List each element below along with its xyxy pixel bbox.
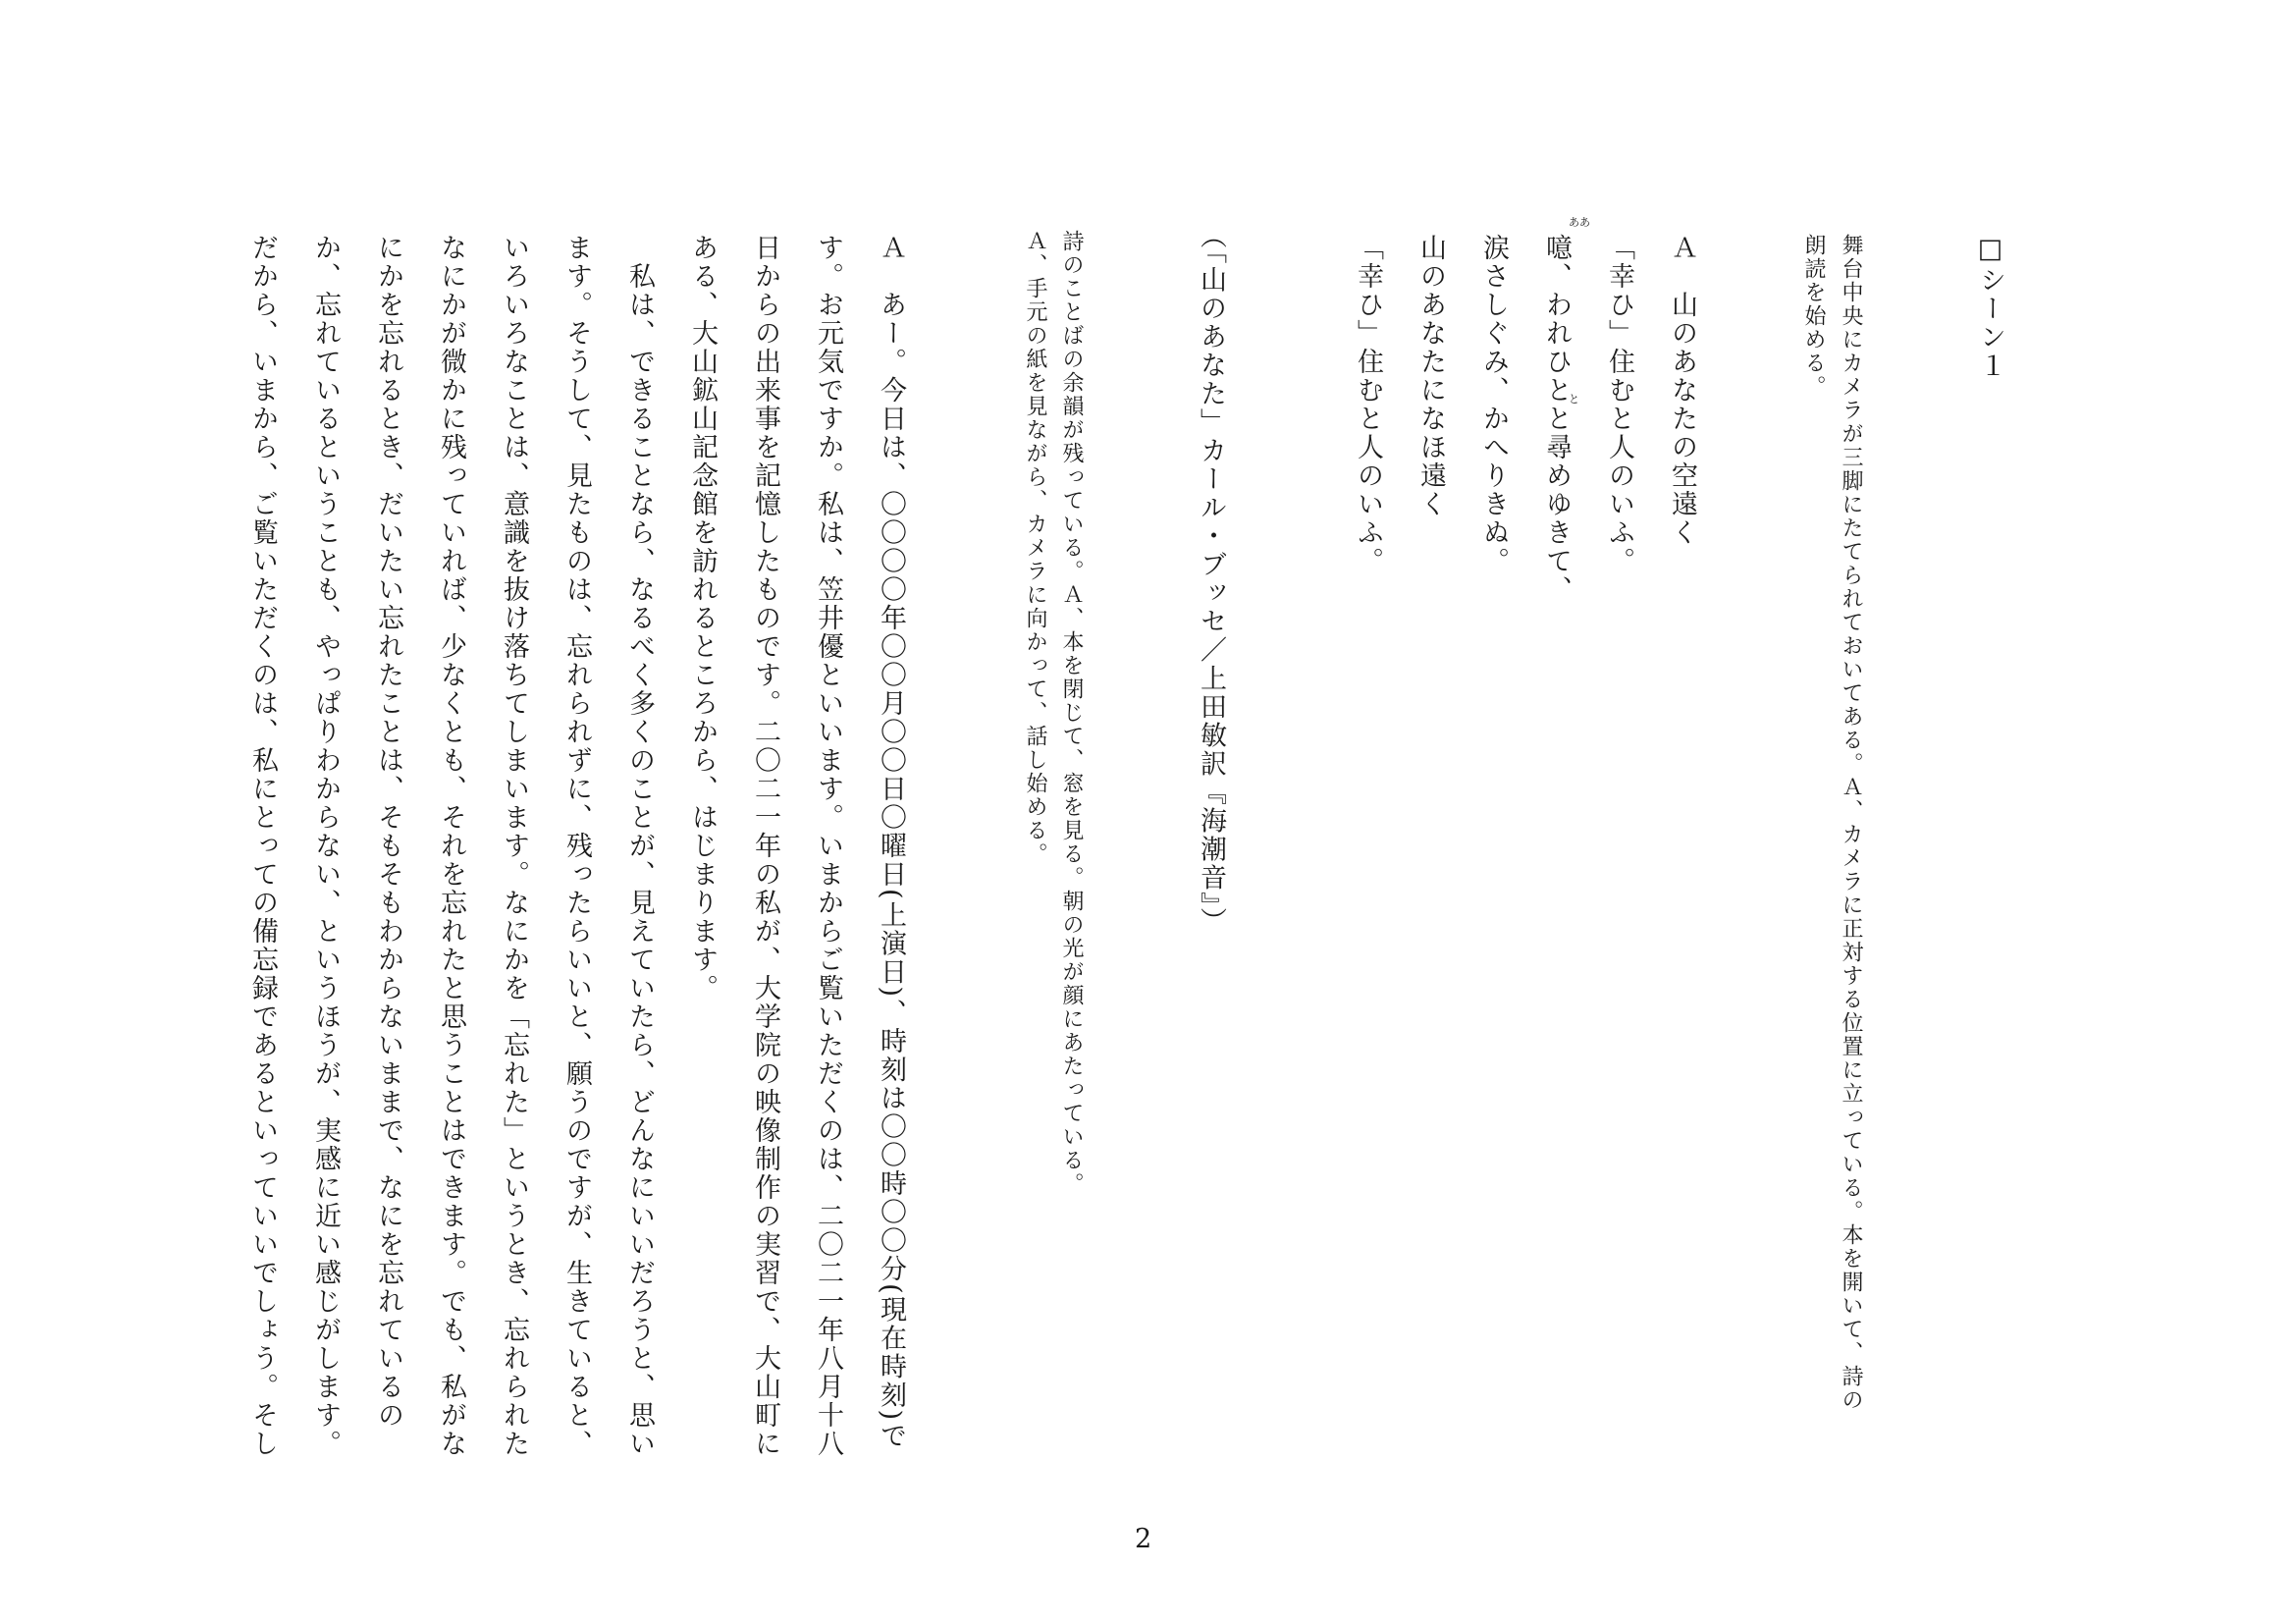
monologue-line-10: か、忘れているということも、やっぱりわからない、というほうが、実感に近い感じがします。 bbox=[310, 234, 341, 1458]
monologue-line-5: 私は、できることなら、なるべく多くのことが、見えていたら、どんなにいいだろうと、思い bbox=[624, 234, 655, 1458]
poem-line-6: 「幸ひ」住むと人のいふ。 bbox=[1353, 234, 1383, 575]
poem-line-3: 噫、われひとと尋めゆきて、 bbox=[1541, 234, 1572, 604]
poem-line-1: Ａ 山のあなたの空遠く bbox=[1667, 234, 1697, 547]
ruby-to: と bbox=[1569, 393, 1579, 406]
stage-direction-line-2: 朗読を始める。 bbox=[1801, 234, 1826, 399]
poem-citation: （「山のあなた」カール・ブッセ／上田敏訳『海潮音』） bbox=[1196, 222, 1226, 936]
stage-direction-line-1: 舞台中央にカメラが三脚にたてられておいてある。Ａ、カメラに正対する位置に立っている。本を開いて、詩の bbox=[1839, 234, 1863, 1412]
direction-after-poem-1: 詩のことばの余韻が残っている。Ａ、本を閉じて、窓を見る。朝の光が顔にあたっている。 bbox=[1059, 230, 1084, 1196]
monologue-line-6: ます。そうして、見たものは、忘れられずに、残ったらいいと、願うのですが、生きていると、 bbox=[561, 234, 592, 1458]
poem-line-2: 「幸ひ」住むと人のいふ。 bbox=[1604, 234, 1634, 575]
page-number: 2 bbox=[1135, 1524, 1152, 1554]
direction-after-poem-2: Ａ、手元の紙を見ながら、カメラに向かって、話し始める。 bbox=[1023, 230, 1047, 866]
monologue-line-9: にかを忘れるとき、だいたい忘れたことは、そもそもわからないままで、なにを忘れているの bbox=[373, 234, 403, 1430]
monologue-line-4: ある、大山鉱山記念館を訪れるところから、はじまります。 bbox=[687, 234, 718, 1002]
scene-heading: □シーン１ bbox=[1975, 234, 2005, 380]
poem-line-5: 山のあなたになほ遠く bbox=[1415, 234, 1446, 518]
monologue-line-11: だから、いまから、ご覧いただくのは、私にとっての備忘録であるといっていいでしょう。そし bbox=[247, 234, 278, 1458]
monologue-line-2: す。お元気ですか。私は、笠井優といいます。いまからご覧いただくのは、二〇二一年八月十八 bbox=[813, 234, 843, 1458]
monologue-line-1: Ａ あー。今日は、〇〇〇〇年〇〇月〇〇日〇曜日(上演日)、時刻は〇〇時〇〇分(現在時刻)で bbox=[876, 234, 906, 1451]
monologue-line-7: いろいろなことは、意識を抜け落ちてしまいます。なにかを「忘れた」というとき、忘れられた bbox=[499, 234, 529, 1458]
monologue-line-8: なにかが微かに残っていれば、少なくとも、それを忘れたと思うことはできます。でも、私がな bbox=[436, 234, 466, 1458]
ruby-aa: ああ bbox=[1569, 216, 1590, 229]
poem-line-4: 涙さしぐみ、かへりきぬ。 bbox=[1478, 234, 1509, 575]
monologue-line-3: 日からの出来事を記憶したものです。二〇二一年の私が、大学院の映像制作の実習で、大山町に bbox=[750, 234, 780, 1458]
